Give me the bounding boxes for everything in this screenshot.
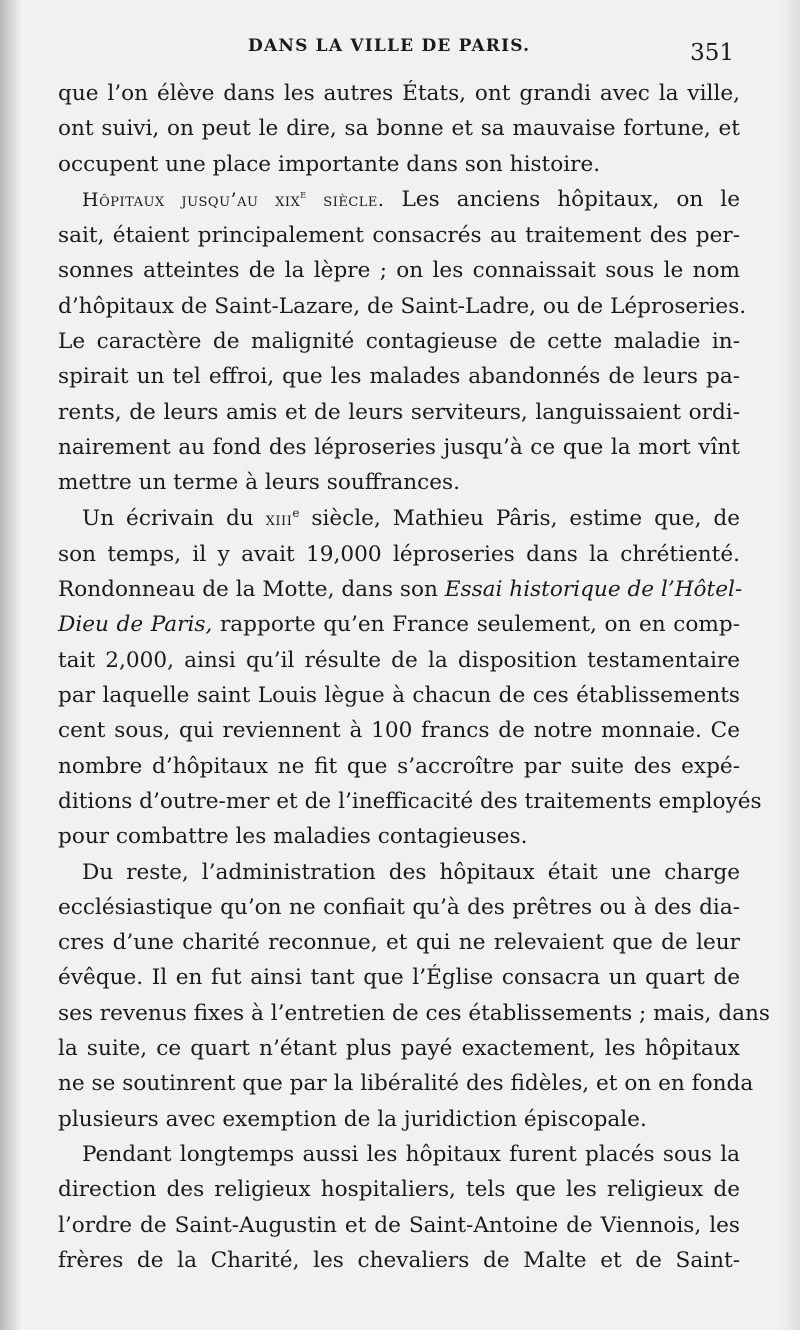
section-heading-superscript: e bbox=[300, 186, 307, 201]
text-line: que l’on élève dans les autres États, ont grandi avec la ville, bbox=[58, 81, 740, 106]
century-superscript: e bbox=[292, 505, 300, 520]
book-title-italic: Essai historique de l’Hôtel- bbox=[444, 577, 743, 603]
section-heading: Hôpitaux jusqu’au xix bbox=[82, 188, 301, 211]
text-line: évêque. Il en fut ainsi tant que l’Église consacra un quart de bbox=[58, 965, 740, 991]
text-line: sait, étaient principalement consacrés au traitement des per- bbox=[58, 223, 740, 249]
text-line: ecclésiastique qu’on ne confiait qu’à des prêtres ou à des dia- bbox=[58, 894, 740, 920]
text-line: l’ordre de Saint-Augustin et de Saint-Antoine de Viennois, les bbox=[58, 1212, 740, 1238]
text-line: pour combattre les maladies contagieuses. bbox=[58, 824, 528, 850]
text-line: nombre d’hôpitaux ne fit que s’accroître par suite des expé- bbox=[58, 753, 740, 779]
running-head: DANS LA VILLE DE PARIS. bbox=[248, 36, 531, 56]
text-fragment: siècle, Mathieu Pâris, estime que, de bbox=[299, 505, 740, 531]
text-line: ditions d’outre-mer et de l’inefficacité des traitements employés bbox=[58, 788, 762, 814]
text-line: ont suivi, on peut le dire, sa bonne et sa mauvaise fortune, et bbox=[58, 116, 740, 142]
text-fragment: Les anciens hôpitaux, on le bbox=[384, 186, 740, 212]
paragraph-1 bbox=[58, 76, 740, 182]
text-line: mettre un terme à leurs souffrances. bbox=[58, 470, 461, 496]
paragraph-2 bbox=[58, 182, 747, 501]
text-line: par laquelle saint Louis lègue à chacun de ces établissements bbox=[58, 683, 740, 709]
text-line: spirait un tel effroi, que les malades abandonnés de leurs pa- bbox=[58, 364, 740, 390]
text-line: son temps, il y avait 19,000 léproseries dans la chrétienté. bbox=[58, 541, 740, 567]
text-line: occupent une place importante dans son histoire. bbox=[58, 151, 601, 177]
text-line bbox=[58, 501, 740, 537]
text-line: cent sous, qui reviennent à 100 francs de notre monnaie. Ce bbox=[58, 718, 740, 744]
text-line: nairement au fond des léproseries jusqu’à ce que la mort vînt bbox=[58, 434, 740, 460]
paragraph-5 bbox=[58, 1137, 740, 1278]
section-heading-tail: siècle. bbox=[306, 188, 385, 211]
text-line: rents, de leurs amis et de leurs serviteurs, languissaient ordi- bbox=[58, 399, 740, 425]
text-fragment: Rondonneau de la Motte, dans son bbox=[58, 577, 445, 603]
roman-century: xiii bbox=[265, 507, 293, 530]
text-line: sonnes atteintes de la lèpre ; on les connaissait sous le nom bbox=[58, 258, 740, 284]
text-fragment: rapporte qu’en France seulement, on en comp- bbox=[212, 612, 740, 638]
body-text bbox=[58, 76, 770, 1278]
text-line: direction des religieux hospitaliers, tels que les religieux de bbox=[58, 1177, 740, 1203]
text-line: ses revenus fixes à l’entretien de ces établissements ; mais, dans bbox=[58, 1000, 770, 1026]
text-line bbox=[58, 572, 743, 607]
book-title-italic: Dieu de Paris, bbox=[58, 612, 213, 638]
text-line: Du reste, l’administration des hôpitaux était une charge bbox=[82, 859, 740, 885]
page-edge-shadow-right bbox=[782, 0, 800, 1330]
text-line: tait 2,000, ainsi qu’il résulte de la disposition testamentaire bbox=[58, 647, 740, 673]
text-fragment: Un écrivain du bbox=[82, 505, 266, 531]
page-number: 351 bbox=[690, 40, 734, 66]
paragraph-4 bbox=[58, 855, 770, 1137]
text-line: Pendant longtemps aussi les hôpitaux furent placés sous la bbox=[82, 1141, 740, 1167]
text-line: cres d’une charité reconnue, et qui ne relevaient que de leur bbox=[58, 930, 740, 956]
page-header bbox=[58, 34, 740, 74]
text-line bbox=[58, 607, 740, 642]
text-line: frères de la Charité, les chevaliers de Malte et de Saint- bbox=[58, 1247, 740, 1273]
text-line: d’hôpitaux de Saint-Lazare, de Saint-Ladre, ou de Léproseries. bbox=[58, 293, 747, 319]
paragraph-3 bbox=[58, 501, 762, 855]
text-line: plusieurs avec exemption de la juridiction épiscopale. bbox=[58, 1106, 647, 1132]
text-line: ne se soutinrent que par la libéralité des fidèles, et on en fonda bbox=[58, 1071, 754, 1097]
page-edge-shadow-left bbox=[0, 0, 22, 1330]
text-line bbox=[58, 182, 740, 218]
text-line: la suite, ce quart n’étant plus payé exactement, les hôpitaux bbox=[58, 1036, 740, 1062]
text-line: Le caractère de malignité contagieuse de cette maladie in- bbox=[58, 329, 740, 355]
